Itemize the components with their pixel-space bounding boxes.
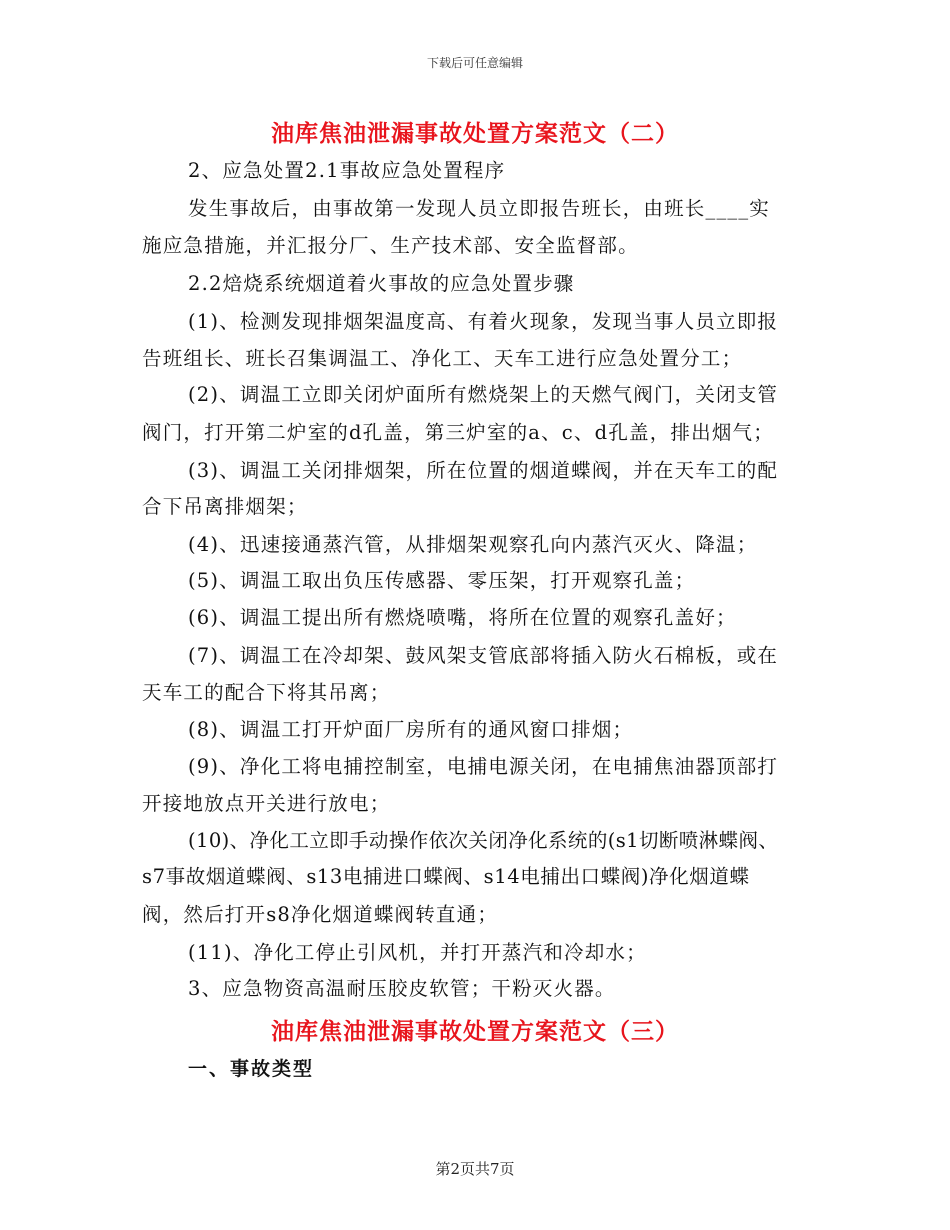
body-line: (8)、调温工打开炉面厂房所有的通风窗口排烟； [188,718,634,741]
body-line: 2.2焙烧系统烟道着火事故的应急处置步骤 [188,272,575,295]
body-line: 阀，然后打开s8净化烟道蝶阀转直通； [142,903,499,926]
body-line: 阀门，打开第二炉室的d孔盖，第三炉室的a、c、d孔盖，排出烟气； [142,421,774,444]
body-line: (10)、净化工立即手动操作依次关闭净化系统的(s1切断喷淋蝶阀、 [188,829,779,852]
body-line: 3、应急物资高温耐压胶皮软管；干粉灭火器。 [188,977,616,1000]
body-line: 施应急措施，并汇报分厂、生产技术部、安全监督部。 [142,234,639,257]
body-line: 天车工的配合下将其吊离； [142,681,391,704]
section-title-2: 油库焦油泄漏事故处置方案范文（二） [271,121,679,147]
body-line: 合下吊离排烟架； [142,495,308,518]
body-line: (9)、净化工将电捕控制室，电捕电源关闭，在电捕焦油器顶部打 [188,755,779,778]
body-line: (3)、调温工关闭排烟架，所在位置的烟道蝶阀，并在天车工的配 [188,459,779,482]
body-line: s7事故烟道蝶阀、s13电捕进口蝶阀、s14电捕出口蝶阀)净化烟道蝶 [142,865,750,888]
body-line: (1)、检测发现排烟架温度高、有着火现象，发现当事人员立即报 [188,310,779,333]
body-line: 告班组长、班长召集调温工、净化工、天车工进行应急处置分工； [142,347,743,370]
body-line: (11)、净化工停止引风机，并打开蒸汽和冷却水； [188,941,647,964]
body-line: 发生事故后，由事故第一发现人员立即报告班长，由班长____实 [188,197,771,220]
body-line: (6)、调温工提出所有燃烧喷嘴，将所在位置的观察孔盖好； [188,606,737,629]
header-note: 下载后可任意编辑 [426,56,523,70]
body-line: (4)、迅速接通蒸汽管，从排烟架观察孔向内蒸汽灭火、降温； [188,533,758,556]
body-line: (7)、调温工在冷却架、鼓风架支管底部将插入防火石棉板，或在 [188,644,779,667]
body-line: 开接地放点开关进行放电； [142,792,391,815]
body-line: (2)、调温工立即关闭炉面所有燃烧架上的天燃气阀门，关闭支管 [188,383,779,406]
subsection-heading: 一、事故类型 [188,1058,315,1080]
page-number: 第2页共7页 [435,1160,515,1178]
section-title-3: 油库焦油泄漏事故处置方案范文（三） [271,1019,679,1045]
body-line: 2、应急处置2.1事故应急处置程序 [188,159,506,182]
body-line: (5)、调温工取出负压传感器、零压架，打开观察孔盖； [188,569,696,592]
